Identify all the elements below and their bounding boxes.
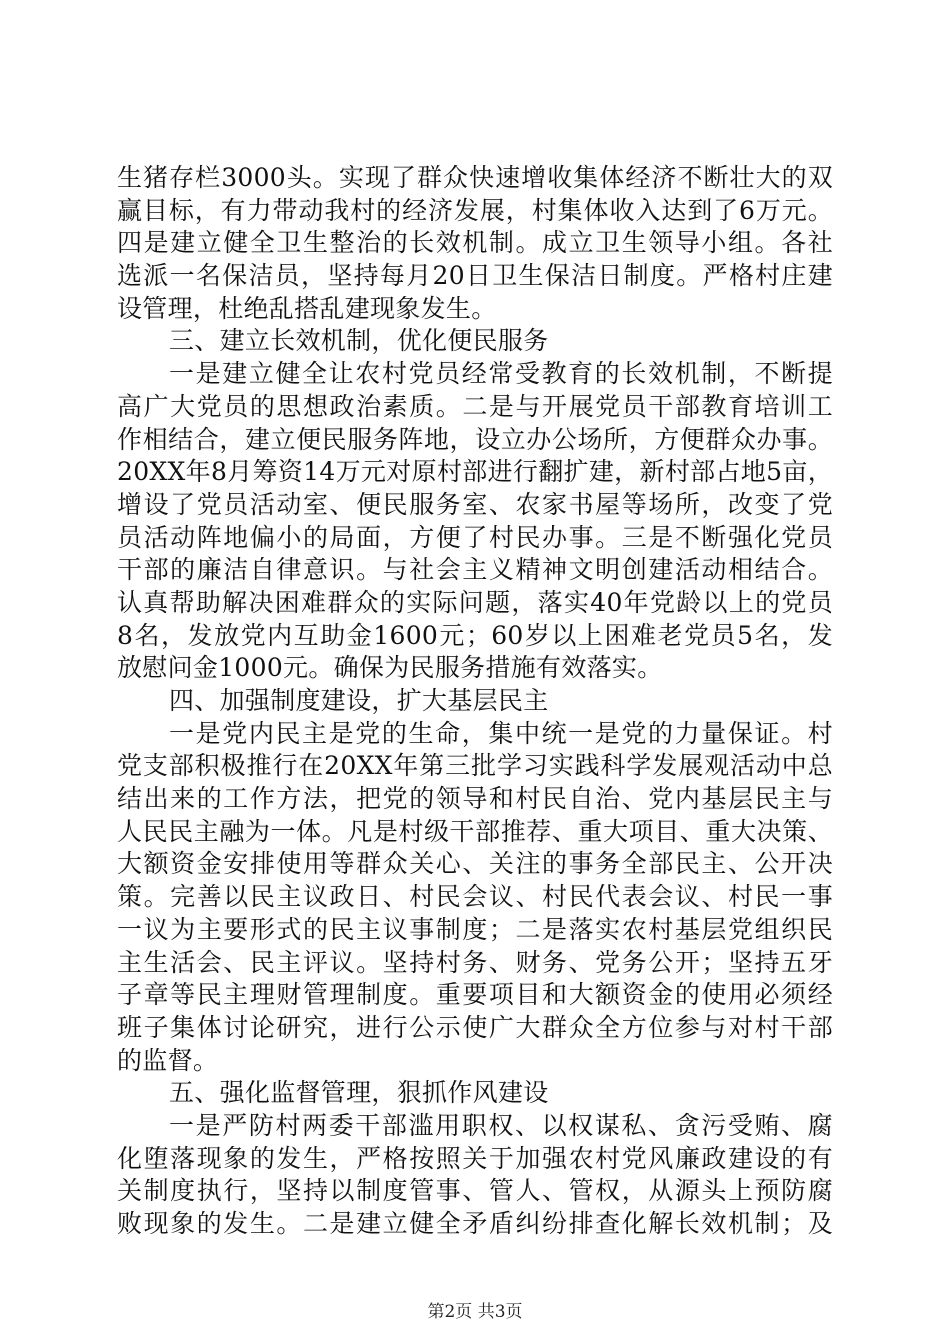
text-line: 一是严防村两委干部滥用职权、以权谋私、贪污受贿、腐 (169, 1110, 833, 1140)
text-line: 主生活会、民主评议。坚持村务、财务、党务公开；坚持五牙 (117, 947, 833, 977)
text-line: 策。完善以民主议政日、村民会议、村民代表会议、村民一事 (117, 882, 833, 912)
text-line: 20XX年8月筹资14万元对原村部进行翻扩建，新村部占地5亩， (117, 457, 833, 487)
text-line: 化堕落现象的发生，严格按照关于加强农村党风廉政建设的有 (117, 1143, 833, 1173)
text-line: 作相结合，建立便民服务阵地，设立办公场所，方便群众办事。 (117, 424, 833, 454)
text-line: 认真帮助解决困难群众的实际问题，落实40年党龄以上的党员 (117, 587, 833, 617)
text-line: 选派一名保洁员，坚持每月20日卫生保洁日制度。严格村庄建 (117, 261, 833, 291)
text-line: 赢目标，有力带动我村的经济发展，村集体收入达到了6万元。 (117, 195, 833, 225)
text-line: 败现象的发生。二是建立健全矛盾纠纷排查化解长效机制；及 (117, 1209, 833, 1238)
text-line: 班子集体讨论研究，进行公示使广大群众全方位参与对村干部 (117, 1012, 833, 1042)
page-footer: 第2页 共3页 (427, 1302, 523, 1322)
text-line: 人民民主融为一体。凡是村级干部推荐、重大项目、重大决策、 (117, 816, 833, 846)
text-line: 员活动阵地偏小的局面，方便了村民办事。三是不断强化党员 (117, 522, 833, 552)
text-line: 生猪存栏3000头。实现了群众快速增收集体经济不断壮大的双 (117, 163, 833, 192)
text-line: 一议为主要形式的民主议事制度；二是落实农村基层党组织民 (117, 914, 833, 944)
section-heading: 四、加强制度建设，扩大基层民主 (169, 686, 549, 715)
text-line: 干部的廉洁自律意识。与社会主义精神文明创建活动相结合。 (117, 555, 833, 585)
text-line: 大额资金安排使用等群众关心、关注的事务全部民主、公开决 (117, 849, 833, 879)
text-line: 一是建立健全让农村党员经常受教育的长效机制，不断提 (169, 359, 833, 389)
text-line: 结出来的工作方法，把党的领导和村民自治、党内基层民主与 (117, 784, 833, 814)
section-heading: 三、建立长效机制，优化便民服务 (169, 326, 549, 356)
text-line: 四是建立健全卫生整治的长效机制。成立卫生领导小组。各社 (117, 228, 833, 258)
text-line: 党支部积极推行在20XX年第三批学习实践科学发展观活动中总 (117, 751, 833, 781)
text-line: 关制度执行，坚持以制度管事、管人、管权，从源头上预防腐 (117, 1176, 833, 1206)
text-line: 8名，发放党内互助金1600元；60岁以上困难老党员5名，发 (117, 620, 833, 650)
text-line: 设管理，杜绝乱搭乱建现象发生。 (117, 293, 497, 323)
section-heading: 五、强化监督管理，狠抓作风建设 (169, 1078, 549, 1108)
text-line: 一是党内民主是党的生命，集中统一是党的力量保证。村 (169, 718, 833, 748)
text-line: 子章等民主理财管理制度。重要项目和大额资金的使用必须经 (117, 980, 833, 1010)
text-line: 增设了党员活动室、便民服务室、农家书屋等场所，改变了党 (117, 489, 833, 519)
text-line: 高广大党员的思想政治素质。二是与开展党员干部教育培训工 (117, 391, 833, 421)
document-body (117, 162, 833, 1241)
text-line: 放慰问金1000元。确保为民服务措施有效落实。 (117, 653, 663, 683)
text-line: 的监督。 (117, 1045, 219, 1075)
